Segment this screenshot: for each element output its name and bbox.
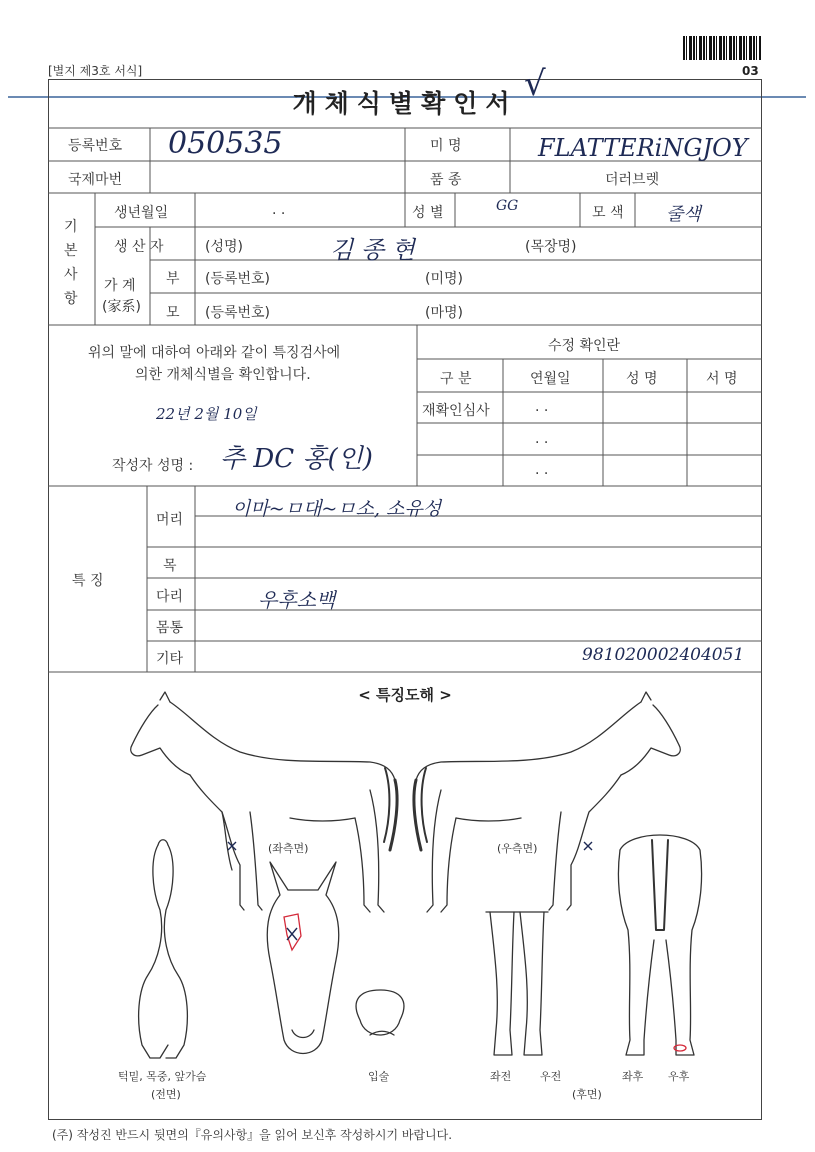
- front-legs-view: [486, 912, 548, 1055]
- color-label: 모 색: [592, 205, 624, 221]
- front-view-caption: (전면): [151, 1088, 181, 1101]
- breeder-label: 생 산 자: [114, 239, 164, 255]
- basic-section-2: 본: [64, 243, 78, 259]
- revision-header-name: 성 명: [626, 371, 658, 387]
- body-label: 몸통: [156, 620, 184, 636]
- reg-no-label: 등록번호: [68, 138, 123, 154]
- legs-value: 우후소백: [258, 588, 336, 612]
- sire-reg-label: (등록번호): [205, 271, 271, 287]
- breeder-name-value: 김 종 현: [330, 236, 415, 264]
- writer-signature: 추 DC 홍(인): [220, 444, 373, 474]
- confirm-date: 22년 2월 10일: [156, 405, 257, 423]
- statement-line-1: 위의 말에 대하여 아래와 같이 특징검사에: [88, 345, 341, 361]
- microchip-value: 981020002404051: [582, 645, 745, 665]
- horse-name-value: FLATTERiNGJOY: [538, 134, 748, 162]
- breed-value: 더러브렛: [605, 172, 660, 188]
- front-right-caption: 우전: [540, 1070, 562, 1083]
- right-side-horse: [414, 692, 680, 912]
- sex-label: 성 별: [412, 205, 444, 221]
- left-side-caption: (좌측면): [268, 842, 309, 855]
- revision-dots-2: . .: [535, 431, 549, 447]
- page-title: 개체식별확인서: [292, 89, 518, 118]
- reg-no-value: 050535: [168, 126, 283, 161]
- dam-reg-label: (등록번호): [205, 305, 271, 321]
- dam-label: 모: [166, 305, 180, 321]
- basic-section-3: 사: [64, 267, 78, 283]
- farm-label: (목장명): [525, 239, 577, 255]
- revision-row-label: 재확인심사: [422, 403, 490, 419]
- pedigree-label-hanja: (家系): [102, 299, 141, 315]
- dam-name-label: (마명): [425, 305, 463, 321]
- left-side-horse: [131, 692, 397, 912]
- statement-line-2: 의한 개체식별을 확인합니다.: [135, 367, 311, 383]
- legs-label: 다리: [156, 589, 184, 605]
- breed-label: 품 종: [430, 172, 462, 188]
- other-label: 기타: [156, 651, 184, 667]
- form-number-label: [별지 제3호 서식]: [48, 64, 143, 78]
- color-value: 줄색: [666, 204, 701, 225]
- hind-right-caption: 우후: [668, 1070, 690, 1083]
- page-number: 03: [742, 64, 759, 78]
- sex-value: GG: [496, 198, 519, 214]
- basic-section-1: 기: [64, 219, 78, 235]
- intl-no-label: 국제마번: [68, 172, 123, 188]
- revision-header-type: 구 분: [440, 371, 472, 387]
- features-section-label: 특 징: [72, 573, 104, 589]
- head-front-view: [267, 862, 339, 1054]
- birth-label: 생년월일: [114, 205, 169, 221]
- head-label: 머리: [156, 512, 184, 528]
- right-side-caption: (우측면): [497, 842, 538, 855]
- writer-label: 작성자 성명 :: [112, 458, 194, 474]
- rear-caption: (후면): [572, 1088, 602, 1101]
- lip-caption: 입술: [368, 1070, 390, 1083]
- check-mark: √: [524, 64, 546, 104]
- front-caption: 턱밑, 목중, 앞가슴: [118, 1070, 207, 1083]
- sire-name-label: (미명): [425, 271, 463, 287]
- pedigree-label: 가 계: [104, 278, 136, 294]
- revision-header-sign: 서 명: [706, 371, 738, 387]
- basic-section-4: 항: [64, 291, 78, 307]
- lip-view: [356, 990, 404, 1035]
- birth-dots: . .: [272, 202, 286, 218]
- front-view-horse: [139, 840, 188, 1058]
- neck-label: 목: [163, 558, 177, 574]
- hind-left-caption: 좌후: [622, 1070, 644, 1083]
- footnote: (주) 작성진 반드시 뒷면의『유의사항』을 읽어 보신후 작성하시기 바랍니다.: [52, 1128, 453, 1142]
- diagram-title: < 특징도해 >: [358, 686, 452, 704]
- revision-title: 수정 확인란: [548, 338, 621, 354]
- breeder-name-label: (성명): [205, 239, 243, 255]
- horse-name-label: 미 명: [430, 138, 462, 154]
- head-value: 이마~ㅁ대~ㅁ소, 소유성: [232, 498, 442, 520]
- revision-header-date: 연월일: [530, 371, 571, 387]
- sire-label: 부: [166, 271, 180, 287]
- revision-dots-1: . .: [535, 399, 549, 415]
- revision-dots-3: . .: [535, 462, 549, 478]
- rear-view-horse: [618, 835, 701, 1055]
- marking-annotations: [284, 914, 686, 1051]
- front-left-caption: 좌전: [490, 1070, 512, 1083]
